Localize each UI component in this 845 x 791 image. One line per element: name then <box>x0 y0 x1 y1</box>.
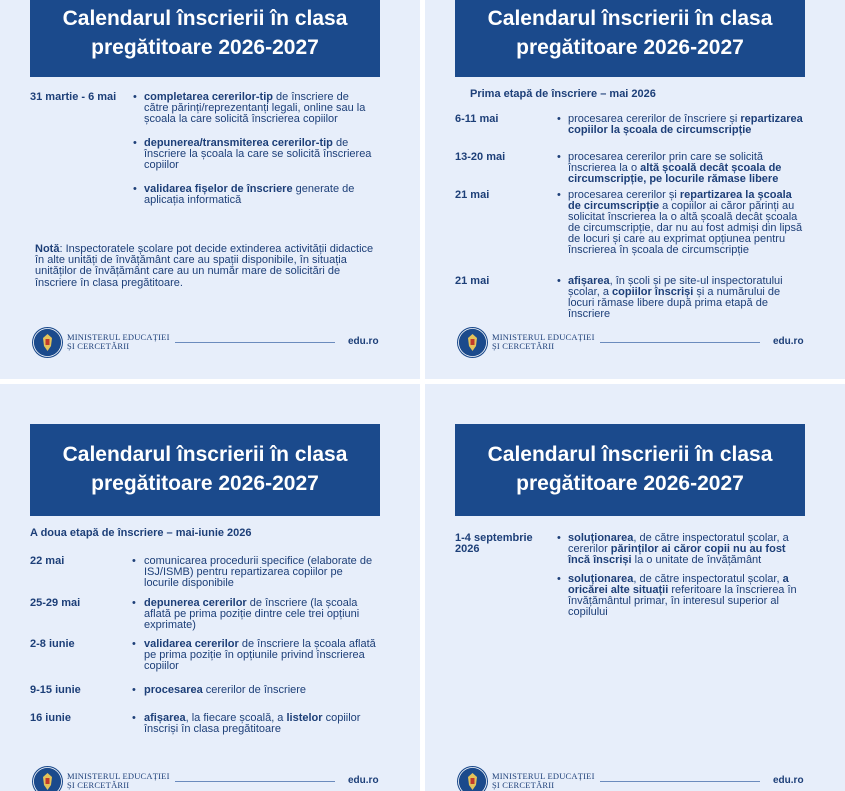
item-text: procesarea cererilor de înscriere și <box>568 113 741 125</box>
title-line-2: pregătitoare 2026-2027 <box>516 472 744 495</box>
row-date: 16 iunie <box>30 712 71 724</box>
item-bold: procesarea <box>144 684 203 696</box>
item-bold: depunerea/transmiterea cererilor-tip <box>144 137 333 149</box>
footer <box>425 327 845 363</box>
site-link[interactable]: edu.ro <box>348 336 379 347</box>
item-bold: repartizarea la școala de circumscripție <box>568 189 792 212</box>
row-item <box>144 138 376 171</box>
bullet-icon: • <box>132 712 136 724</box>
row-item <box>568 114 806 136</box>
row-date: 22 mai <box>30 555 65 567</box>
item-text: procesarea cererilor prin care se solicită înscrierea la o <box>568 151 764 174</box>
note-text: : Inspectoratele școlare pot decide extinderea activității didactice în alte unități de învățământ care au spații disponibile, în situația unităților de învățământ care au un număr mare de solicitări de înscriere în clasa pregătitoare. <box>35 243 374 289</box>
ministry-emblem-icon <box>457 327 488 358</box>
row-item <box>568 190 806 256</box>
item-text: copiilor înscriși în clasa pregătitoare <box>144 712 361 735</box>
bullet-icon: • <box>557 113 561 125</box>
row-date: 25-29 mai <box>30 597 81 609</box>
bullet-icon: • <box>557 189 561 201</box>
ministry-emblem-icon <box>457 766 488 791</box>
item-text: și a numărului de locuri rămase libere după prima etapă de înscriere <box>568 286 781 320</box>
item-bold: repartizarea copiilor la școala de circumscripție <box>568 113 803 136</box>
ministry-line-2: ȘI CERCETĂRII <box>492 341 555 351</box>
panel-title <box>30 424 380 516</box>
row-date: 31 martie - 6 mai <box>30 91 117 103</box>
site-link[interactable]: edu.ro <box>348 775 379 786</box>
item-text: procesarea cererilor și <box>568 189 680 201</box>
footer-divider <box>175 342 335 343</box>
item-bold: altă școală decât școala de circumscripție, pe locurile rămase libere <box>568 162 782 185</box>
panel-1 <box>0 0 420 379</box>
item-text: , de către inspectoratul școlar, <box>633 573 783 585</box>
footer <box>0 766 420 791</box>
title-line-1: Calendarul înscrierii în clasa <box>487 443 773 466</box>
row-date: 2-8 iunie <box>30 638 75 650</box>
item-bold: soluționarea <box>568 532 634 544</box>
item-text: , la fiecare școală, a <box>185 712 287 724</box>
panel-4 <box>425 384 845 791</box>
ministry-line-1: MINISTERUL EDUCAȚIEI <box>492 771 595 781</box>
bullet-icon: • <box>132 638 136 650</box>
site-link[interactable]: edu.ro <box>773 775 804 786</box>
site-link[interactable]: edu.ro <box>773 336 804 347</box>
title-line-2: pregătitoare 2026-2027 <box>91 36 319 59</box>
panel-2 <box>425 0 845 379</box>
item-bold: listelor <box>286 712 323 724</box>
item-text: la o unitate de învățământ <box>631 554 762 566</box>
item-text: generate de aplicația informatică <box>144 183 355 206</box>
section-title: A doua etapă de înscriere – mai-iunie 2026 <box>30 527 252 539</box>
row-item <box>568 152 806 185</box>
panel-title <box>30 0 380 77</box>
row-item <box>144 184 376 206</box>
item-text: de înscriere (la școala aflată pe prima poziție dintre cele trei opțiuni exprimate) <box>144 597 360 631</box>
item-bold: completarea cererilor-tip <box>144 91 273 103</box>
item-text: a copiilor ai căror părinți au solicitat înscrierea la o altă școală decât școala de circumscripție, dar nu au fost admiși din lipsă de locuri și care au exprimat opțiunea pentru înscrierea în școala de circumscripție <box>568 200 803 256</box>
footer <box>425 766 845 791</box>
date-line-1: 1-4 septembrie <box>455 532 533 544</box>
ministry-name <box>67 333 170 351</box>
row-date: 21 mai <box>455 189 490 201</box>
note-paragraph <box>35 244 380 289</box>
bullet-icon: • <box>132 555 136 567</box>
item-text: , în școli și pe site-ul inspectoratului școlar, a <box>568 275 783 298</box>
ministry-name <box>492 772 595 790</box>
row-item <box>144 713 376 735</box>
ministry-name <box>492 333 595 351</box>
item-bold: afișarea <box>144 712 186 724</box>
row-item <box>144 92 376 125</box>
row-item <box>568 533 800 566</box>
item-bold: afișarea <box>568 275 610 287</box>
item-text: , de către inspectoratul școlar, a cererilor <box>568 532 789 555</box>
footer-divider <box>175 781 335 782</box>
bullet-icon: • <box>132 597 136 609</box>
row-date: 9-15 iunie <box>30 684 81 696</box>
date-line-2: 2026 <box>455 543 480 555</box>
footer <box>0 327 420 363</box>
row-item <box>568 276 806 320</box>
item-bold: validarea fișelor de înscriere <box>144 183 293 195</box>
row-date: 6-11 mai <box>455 113 499 125</box>
bullet-icon: • <box>133 91 137 103</box>
title-line-2: pregătitoare 2026-2027 <box>516 36 744 59</box>
item-text: de înscriere la școala aflată pe prima poziție în opțiunile privind înscrierea copiilor <box>144 638 376 672</box>
title-line-1: Calendarul înscrierii în clasa <box>62 443 348 466</box>
title-line-1: Calendarul înscrierii în clasa <box>487 7 773 30</box>
bullet-icon: • <box>557 573 561 585</box>
row-item <box>144 639 376 672</box>
row-date <box>455 533 550 555</box>
section-title: Prima etapă de înscriere – mai 2026 <box>470 88 656 100</box>
item-text: de înscriere la școala la care se solicită înscrierea copiilor <box>144 137 372 171</box>
ministry-line-1: MINISTERUL EDUCAȚIEI <box>67 332 170 342</box>
ministry-line-2: ȘI CERCETĂRII <box>492 780 555 790</box>
bullet-icon: • <box>557 151 561 163</box>
ministry-line-2: ȘI CERCETĂRII <box>67 341 130 351</box>
item-bold: copiilor înscriși <box>612 286 694 298</box>
ministry-line-1: MINISTERUL EDUCAȚIEI <box>492 332 595 342</box>
row-item <box>144 556 376 589</box>
row-item <box>144 598 376 631</box>
bullet-icon: • <box>133 183 137 195</box>
note-label: Notă <box>35 243 60 255</box>
row-item <box>568 574 800 618</box>
row-item <box>144 685 376 696</box>
ministry-emblem-icon <box>32 327 63 358</box>
item-bold: depunerea cererilor <box>144 597 247 609</box>
bullet-icon: • <box>132 684 136 696</box>
bullet-icon: • <box>133 137 137 149</box>
row-date: 21 mai <box>455 275 490 287</box>
item-bold: a oricărei alte situații <box>568 573 789 596</box>
item-text: referitoare la înscrierea în învățământul primar, în interesul superior al copilului <box>568 584 797 618</box>
bullet-icon: • <box>557 532 561 544</box>
item-text: de înscriere de către părinți/reprezentanți legali, online sau la școala la care solicită înscrierea copiilor <box>144 91 366 125</box>
title-line-2: pregătitoare 2026-2027 <box>91 472 319 495</box>
item-bold: soluționarea <box>568 573 634 585</box>
ministry-line-1: MINISTERUL EDUCAȚIEI <box>67 771 170 781</box>
title-line-1: Calendarul înscrierii în clasa <box>62 7 348 30</box>
item-text: comunicarea procedurii specifice (elaborate de ISJ/ISMB) pentru repartizarea copiilor pe locurile disponibile <box>144 555 373 589</box>
row-date: 13-20 mai <box>455 151 506 163</box>
ministry-emblem-icon <box>32 766 63 791</box>
footer-divider <box>600 781 760 782</box>
item-bold: validarea cererilor <box>144 638 239 650</box>
panel-3 <box>0 384 420 791</box>
item-bold: părinților ai căror copii nu au fost încă înscriși <box>568 543 786 566</box>
panel-title <box>455 0 805 77</box>
item-text: cererilor de înscriere <box>202 684 307 696</box>
footer-divider <box>600 342 760 343</box>
bullet-icon: • <box>557 275 561 287</box>
panel-title <box>455 424 805 516</box>
ministry-line-2: ȘI CERCETĂRII <box>67 780 130 790</box>
ministry-name <box>67 772 170 790</box>
